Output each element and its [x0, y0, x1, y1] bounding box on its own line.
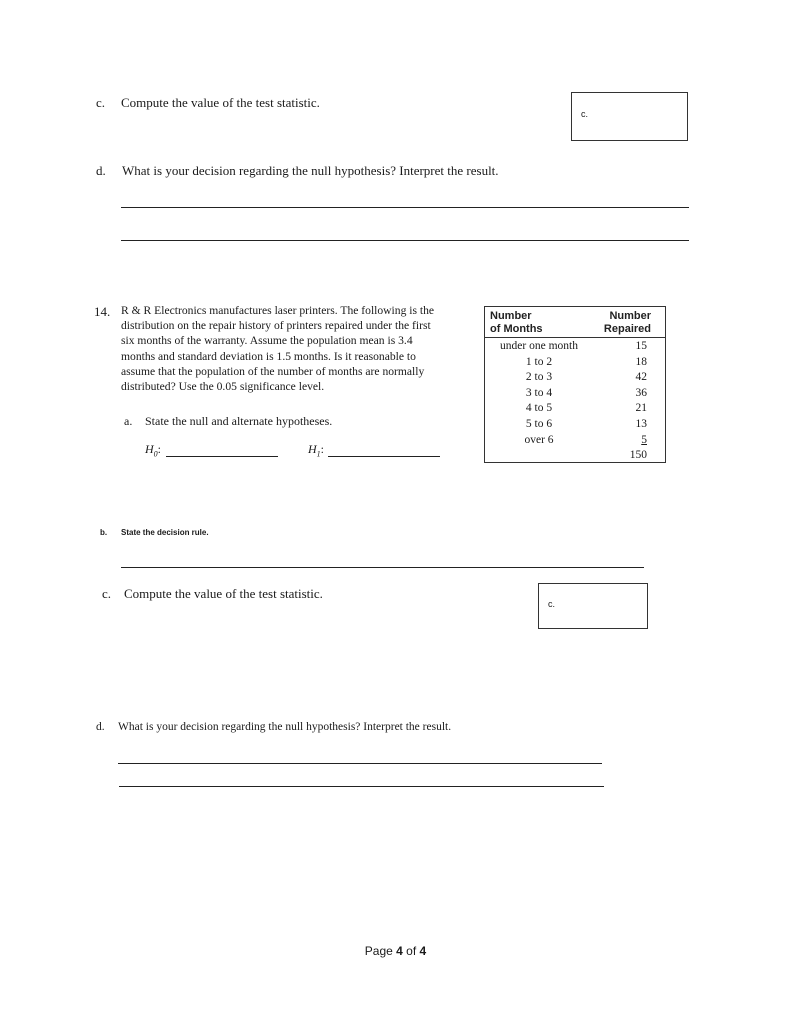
months-row: 2 to 3: [525, 371, 553, 384]
col-repaired-header: [604, 310, 651, 336]
q14-a-letter: a.: [124, 414, 133, 428]
q14-b-answer-line[interactable]: [121, 567, 644, 568]
h1-subscript: 1: [316, 449, 321, 459]
q14-c-answer-box[interactable]: [538, 583, 648, 629]
col-months-header-line-1: Number: [490, 310, 532, 322]
q14-d-question: What is your decision regarding the null hypothesis? Interpret the result.: [118, 721, 452, 733]
top-d-answer-line-1[interactable]: [121, 207, 689, 208]
h0-label: $H_0$:: [145, 442, 162, 459]
col-repaired-header-line-2: Repaired: [603, 323, 651, 335]
top-c-letter: c.: [96, 95, 106, 110]
q14-a-question: State the null and alternate hypotheses.: [145, 414, 333, 428]
repaired-row: 15: [635, 340, 647, 352]
h1-label: $H_1$:: [308, 442, 325, 459]
h1-answer-line[interactable]: [328, 456, 440, 457]
top-c-answer-box[interactable]: [571, 92, 688, 141]
col-months-header-line-2: of Months: [490, 323, 543, 335]
q14-line-6: distributed? Use the 0.05 significance level.: [121, 380, 325, 394]
months-row: over 6: [524, 433, 554, 446]
q14-c-box-label: c.: [548, 599, 556, 609]
h1-letter: H: [308, 442, 317, 456]
footer-of-word: of: [402, 944, 420, 958]
months-column: [489, 339, 589, 448]
repaired-column: [630, 339, 647, 464]
q14-d-letter: d.: [96, 721, 105, 733]
q14-line-3: six months of the warranty. Assume the population mean is 3.4: [121, 334, 413, 348]
footer-page-number: 4: [396, 944, 403, 958]
top-d-letter: d.: [96, 163, 106, 178]
footer-page-total: 4: [419, 944, 427, 958]
q14-d-answer-line-2[interactable]: [119, 786, 604, 787]
months-row: 5 to 6: [525, 417, 553, 430]
repaired-row: 42: [635, 371, 647, 384]
page-footer: [0, 944, 791, 958]
q14-paragraph: [121, 303, 459, 394]
repaired-row: 5: [641, 433, 647, 446]
top-c-box-label: c.: [581, 109, 589, 119]
months-row: under one month: [500, 340, 578, 352]
table-header-rule: [485, 337, 665, 338]
q14-line-5: assume that the population of the number of months are normally: [121, 364, 425, 378]
q14-d-answer-line-1[interactable]: [118, 763, 602, 764]
q14-b-letter: b.: [100, 528, 108, 537]
q14-line-4: months and standard deviation is 1.5 months. Is it reasonable to: [121, 349, 416, 363]
q14-c-question: Compute the value of the test statistic.: [124, 586, 323, 601]
col-repaired-header-line-1: Number: [609, 310, 651, 322]
repaired-row: 21: [635, 402, 647, 415]
top-d-answer-line-2[interactable]: [121, 240, 689, 241]
months-row: 3 to 4: [525, 386, 553, 399]
h0-subscript: 0: [153, 449, 158, 459]
q14-line-1: R & R Electronics manufactures laser printers. The following is the: [121, 304, 435, 317]
h0-answer-line[interactable]: [166, 456, 278, 457]
repaired-row: 18: [635, 355, 647, 368]
repaired-row: 36: [635, 386, 647, 399]
footer-page-word: Page: [364, 944, 397, 958]
repair-history-table: [484, 306, 666, 463]
q14-line-2: distribution on the repair history of printers repaired under the first: [121, 319, 431, 333]
top-d-question: What is your decision regarding the null hypothesis? Interpret the result.: [122, 163, 499, 178]
q14-b-question: State the decision rule.: [121, 528, 209, 537]
repaired-row: 13: [635, 417, 647, 430]
repaired-total: 150: [629, 449, 647, 462]
months-row: 1 to 2: [525, 355, 553, 368]
months-row: 4 to 5: [525, 402, 553, 415]
q14-number: 14.: [94, 304, 111, 319]
h0-letter: H: [145, 442, 154, 456]
q14-c-letter: c.: [102, 586, 112, 601]
col-months-header: [490, 310, 543, 336]
top-c-question: Compute the value of the test statistic.: [121, 95, 320, 110]
